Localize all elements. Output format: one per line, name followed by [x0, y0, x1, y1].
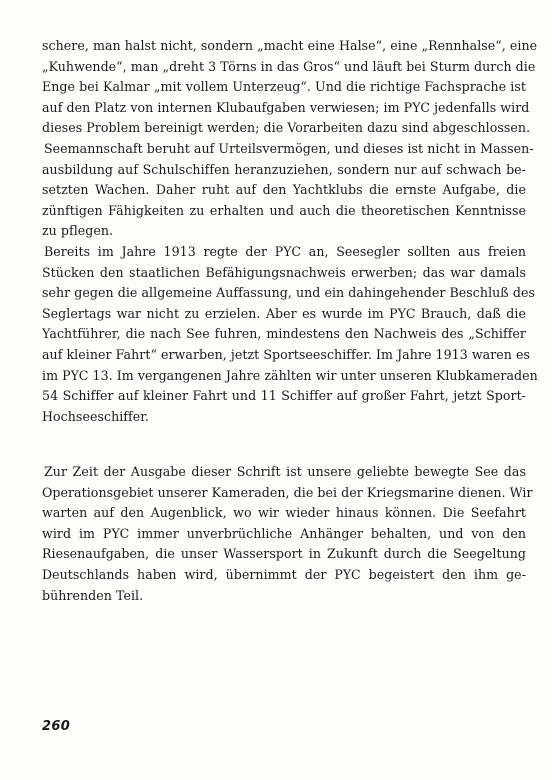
text-line: Hochseeschiffer. — [42, 408, 149, 424]
text-line: Seglertags war nicht zu erzielen. Aber es wurde im PYC Brauch, daß die — [42, 305, 526, 321]
text-block-upper — [42, 36, 538, 427]
text-line: wird im PYC immer unverbrüchliche Anhänger behalten, und von den — [42, 525, 526, 541]
paragraph — [42, 462, 533, 606]
text-line: sehr gegen die allgemeine Auffassung, und ein dahingehender Beschluß des — [42, 285, 535, 301]
text-line: zünftigen Fähigkeiten zu erhalten und auch die theoretischen Kenntnisse — [42, 202, 526, 218]
text-line: Operationsgebiet unserer Kameraden, die bei der Kriegsmarine dienen. Wir — [42, 484, 533, 500]
text-line: Stücken den staatlichen Befähigungsnachweis erwerben; das war damals — [42, 264, 526, 280]
text-line: dieses Problem bereinigt werden; die Vorarbeiten dazu sind abgeschlossen. — [42, 120, 531, 136]
text-line: Yachtführer, die nach See fuhren, mindestens den Nachweis des „Schiffer — [42, 326, 526, 342]
text-line: setzten Wachen. Daher ruht auf den Yachtklubs die ernste Aufgabe, die — [42, 182, 526, 198]
paragraph — [42, 36, 538, 139]
text-line: schere, man halst nicht, sondern „macht eine Halse“, eine „Rennhalse“, eine — [42, 38, 538, 53]
text-line: Deutschlands haben wird, übernimmt der PYC begeistert den ihm ge- — [42, 566, 526, 582]
text-line: zu pflegen. — [42, 223, 114, 239]
text-line: auf kleiner Fahrt“ erwarben, jetzt Sportseeschiffer. Im Jahre 1913 waren es — [42, 346, 531, 362]
text-line: ausbildung auf Schulschiffen heranzuziehen, sondern nur auf schwach be- — [42, 161, 526, 177]
text-block-lower — [42, 462, 533, 606]
text-line: warten auf den Augenblick, wo wir wieder hinaus können. Die Seefahrt — [42, 505, 526, 521]
text-line: Zur Zeit der Ausgabe dieser Schrift ist unsere geliebte bewegte See das — [44, 464, 526, 479]
text-line: Riesenaufgaben, die unser Wassersport in Zukunft durch die Seegeltung — [42, 546, 526, 562]
paragraph — [42, 139, 534, 242]
text-line: Bereits im Jahre 1913 regte der PYC an, Seesegler sollten aus freien — [44, 243, 526, 259]
text-line: „Kuhwende“, man „dreht 3 Törns in das Gros“ und läuft bei Sturm durch die — [42, 58, 536, 74]
text-line: Seemannschaft beruht auf Urteilsvermögen, und dieses ist nicht in Massen- — [44, 140, 534, 156]
text-line: auf den Platz von internen Klubaufgaben verwiesen; im PYC jedenfalls wird — [42, 99, 530, 115]
text-line: im PYC 13. Im vergangenen Jahre zählten wir unter unseren Klubkameraden — [42, 367, 538, 383]
text-line: bührenden Teil. — [42, 587, 144, 603]
page-number: 260 — [42, 719, 71, 734]
paragraph — [42, 242, 538, 427]
text-line: 54 Schiffer auf kleiner Fahrt und 11 Schiffer auf großer Fahrt, jetzt Sport- — [42, 388, 526, 404]
text-line: Enge bei Kalmar „mit vollem Unterzeug“. Und die richtige Fachsprache ist — [42, 79, 526, 95]
